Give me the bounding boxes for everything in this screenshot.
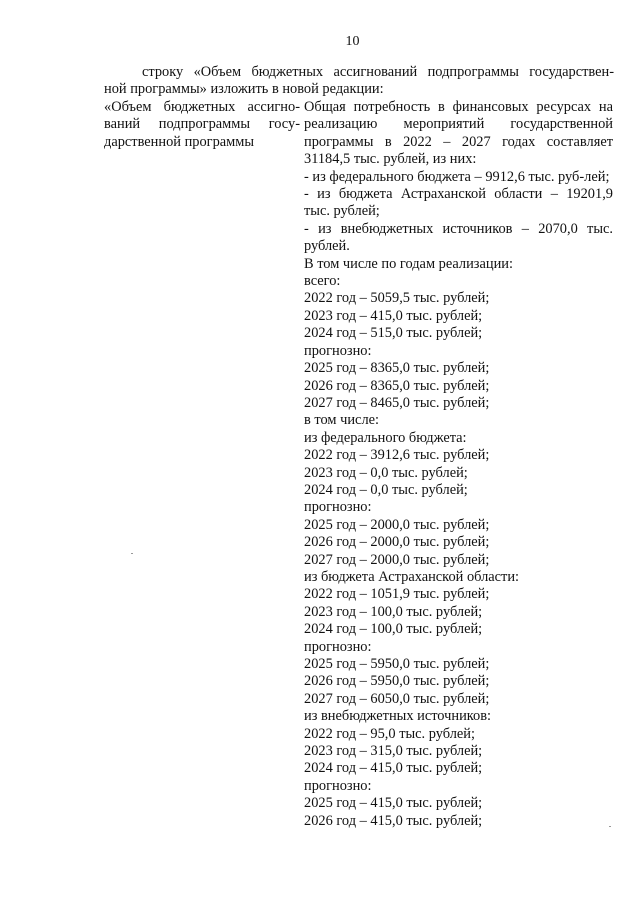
breakdown-line: 2024 год – 0,0 тыс. рублей; bbox=[304, 481, 468, 498]
breakdown-line: прогнозно: bbox=[304, 499, 372, 516]
left-cell-line: дарственной программы bbox=[104, 133, 255, 150]
breakdown-line: 2024 год – 515,0 тыс. рублей; bbox=[304, 325, 483, 342]
breakdown-line: 2023 год – 415,0 тыс. рублей; bbox=[304, 307, 483, 324]
breakdown-line: 2023 год – 0,0 тыс. рублей; bbox=[304, 464, 468, 481]
breakdown-line: 2025 год – 8365,0 тыс. рублей; bbox=[304, 360, 490, 377]
regional-budget-total: - из бюджета Астраханской области – 19201,9 тыс. рублей; bbox=[304, 186, 613, 220]
breakdown-line: 2022 год – 1051,9 тыс. рублей; bbox=[304, 586, 490, 603]
breakdown-line: прогнозно: bbox=[304, 342, 372, 359]
funding-summary: Общая потребность в финансовых ресурсах на реализацию мероприятий государственной программы в 2022 – 2027 годах составляет 31184,5 тыс. рублей, из них: bbox=[304, 99, 613, 168]
breakdown-line: 2026 год – 8365,0 тыс. рублей; bbox=[304, 377, 490, 394]
federal-budget-total: - из федерального бюджета – 9912,6 тыс. руб-лей; bbox=[304, 168, 610, 185]
breakdown-line: 2027 год – 2000,0 тыс. рублей; bbox=[304, 551, 490, 568]
intro-line-2: ной программы» изложить в новой редакции: bbox=[104, 81, 384, 98]
breakdown-line: 2022 год – 3912,6 тыс. рублей; bbox=[304, 447, 490, 464]
left-cell-line: ваний подпрограммы госу- bbox=[104, 116, 300, 133]
breakdown-line: 2022 год – 5059,5 тыс. рублей; bbox=[304, 290, 490, 307]
breakdown-line: 2027 год – 8465,0 тыс. рублей; bbox=[304, 394, 490, 411]
breakdown-line: в том числе: bbox=[304, 412, 380, 429]
breakdown-line: из федерального бюджета: bbox=[304, 429, 467, 446]
breakdown-line: 2023 год – 315,0 тыс. рублей; bbox=[304, 743, 483, 760]
breakdown-line: 2023 год – 100,0 тыс. рублей; bbox=[304, 603, 483, 620]
breakdown-line: прогнозно: bbox=[304, 638, 372, 655]
breakdown-line: 2025 год – 2000,0 тыс. рублей; bbox=[304, 516, 490, 533]
breakdown-line: 2026 год – 5950,0 тыс. рублей; bbox=[304, 673, 490, 690]
breakdown-line: прогнозно: bbox=[304, 777, 372, 794]
breakdown-line: всего: bbox=[304, 273, 341, 290]
scan-speck bbox=[131, 553, 133, 554]
breakdown-line: В том числе по годам реализации: bbox=[304, 255, 513, 272]
breakdown-line: 2025 год – 415,0 тыс. рублей; bbox=[304, 795, 483, 812]
table-right-cell bbox=[304, 99, 613, 830]
breakdown-line: из внебюджетных источников: bbox=[304, 708, 492, 725]
extrabudgetary-total: - из внебюджетных источников – 2070,0 тыс. рублей. bbox=[304, 220, 613, 255]
yearly-breakdown bbox=[304, 256, 613, 830]
page-number: 10 bbox=[345, 34, 360, 49]
breakdown-line: 2025 год – 5950,0 тыс. рублей; bbox=[304, 656, 490, 672]
intro-line-1: строку «Объем бюджетных ассигнований подпрограммы государствен- bbox=[142, 64, 614, 80]
breakdown-line: 2024 год – 415,0 тыс. рублей; bbox=[304, 760, 483, 777]
breakdown-line: 2026 год – 415,0 тыс. рублей; bbox=[304, 812, 483, 829]
breakdown-line: 2022 год – 95,0 тыс. рублей; bbox=[304, 725, 475, 742]
breakdown-line: 2027 год – 6050,0 тыс. рублей; bbox=[304, 690, 490, 707]
scan-speck bbox=[609, 826, 611, 827]
breakdown-line: 2026 год – 2000,0 тыс. рублей; bbox=[304, 534, 490, 551]
left-cell-line: «Объем бюджетных ассигно- bbox=[104, 99, 300, 115]
breakdown-line: 2024 год – 100,0 тыс. рублей; bbox=[304, 621, 483, 638]
breakdown-line: из бюджета Астраханской области: bbox=[304, 568, 520, 585]
intro-paragraph bbox=[104, 64, 614, 99]
table-left-cell bbox=[104, 99, 300, 151]
